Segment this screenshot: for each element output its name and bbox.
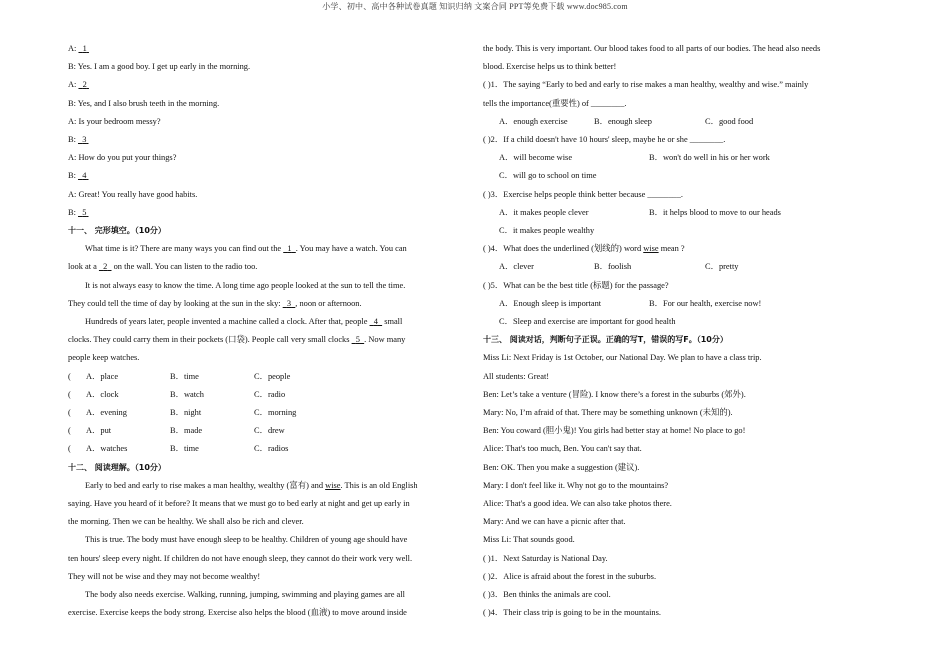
- cloze-paragraph-3: Hundreds of years later, people invented a machine called a clock. After that, people 4 small: [85, 317, 403, 327]
- answer-blank: 1: [82, 44, 87, 53]
- reading-options-4: A．clever B．foolish C．pretty: [499, 262, 739, 272]
- dialogue-line: Alice: That's too much, Ben. You can't say that.: [483, 444, 642, 454]
- reading-paragraph-2-end: They will not be wise and they may not become wealthy!: [68, 571, 261, 581]
- reading-options-5b: C．Sleep and exercise are important for good health: [499, 317, 676, 327]
- section-11-title: 十一、 完形填空。（10分）: [68, 226, 166, 236]
- dialogue-top: [68, 40, 466, 222]
- reading-question-1: ( )1．The saying “Early to bed and early to rise makes a man healthy, wealthy and wise.” mainly: [483, 80, 809, 90]
- reading-paragraph-3-cont: exercise. Exercise keeps the body strong. Exercise also helps the blood (血液) to move around inside: [68, 608, 407, 618]
- section-13-title: 十三、 阅读对话，判断句子正误。正确的写T，错误的写F。（10分）: [483, 335, 728, 345]
- speaker: B:: [68, 171, 76, 181]
- reading-paragraph-2: This is true. The body must have enough sleep to be healthy. Children of young age should have: [85, 535, 408, 545]
- dialogue-line: [68, 204, 466, 222]
- reading-options-5: A．Enough sleep is important B．For our health, exercise now!: [499, 298, 762, 308]
- answer-blank: 4: [82, 171, 87, 181]
- dialogue-line: [68, 131, 466, 149]
- tf-question: ( )3．Ben thinks the animals are cool.: [483, 590, 611, 600]
- reading-paragraph-1-cont: saying. Have you heard of it before? It means that we must go to bed early at night and get up early in: [68, 499, 410, 509]
- reading-options-2b: C．will go to school on time: [499, 171, 597, 181]
- reading-paragraph-1-end: the morning. Then we can be healthy. We shall also be rich and clever.: [68, 517, 304, 527]
- answer-blank: 5: [82, 207, 87, 217]
- dialogue-line: [68, 58, 466, 76]
- reading-paragraph-3-cont2: the body. This is very important. Our blood takes food to all parts of our bodies. The head also needs: [483, 44, 821, 53]
- dialogue-line: Mary: I don't feel like it. Why not go to the mountains?: [483, 480, 669, 490]
- dialogue-line: Mary: And we can have a picnic after that.: [483, 517, 626, 527]
- dialogue-line: Ben: Let’s take a venture (冒险). I know there’s a forest in the suburbs (郊外).: [483, 389, 746, 399]
- page-header: 小学、初中、高中各种试卷真题 知识归纳 文案合同 PPT等免费下载 www.doc985.com: [322, 2, 628, 11]
- reading-paragraph-1: Early to bed and early to rise makes a man healthy, wealthy (富有) and wise. This is an old English: [85, 480, 418, 490]
- cloze-option-row: ( A．watches B．time C．radios: [68, 444, 289, 454]
- dialogue-line: Miss Li: Next Friday is 1st October, our National Day. We plan to have a class trip.: [483, 353, 762, 363]
- dialogue-line: Alice: That's a good idea. We can also take photos there.: [483, 499, 672, 509]
- cloze-paragraph-1-cont: look at a 2 on the wall. You can listen to the radio too.: [68, 262, 258, 272]
- cloze-paragraph-3-cont: clocks. They could carry them in their pockets (口袋). People call very small clocks 5 . Now many: [68, 335, 406, 345]
- reading-options-3b: C．it makes people wealthy: [499, 226, 595, 236]
- speaker: B:: [68, 207, 76, 217]
- reading-question-2: ( )2．If a child doesn't have 10 hours' sleep, maybe he or she ________.: [483, 135, 726, 145]
- reading-options-2: A．will become wise B．won't do well in his or her work: [499, 153, 770, 163]
- dialogue-text: How do you put your things?: [78, 153, 177, 163]
- left-column: [68, 40, 466, 623]
- dialogue-text: Yes, and I also brush teeth in the morning.: [77, 98, 220, 108]
- reading-question-3: ( )3．Exercise helps people think better because ________.: [483, 189, 684, 199]
- dialogue-line: [68, 40, 466, 58]
- reading-options-3: A．it makes people clever B．it helps blood to move to our heads: [499, 207, 781, 217]
- answer-blank: 3: [82, 135, 87, 145]
- cloze-paragraph-2-cont: They could tell the time of day by looking at the sun in the sky: 3 , noon or afternoon.: [68, 298, 362, 308]
- reading-paragraph-2-cont: ten hours' sleep every night. If children do not have enough sleep, they cannot do their work very well.: [68, 553, 413, 563]
- reading-question-1-cont: tells the importance(重要性) of ________.: [483, 98, 627, 108]
- dialogue-line: [68, 113, 466, 131]
- speaker: B:: [68, 62, 76, 72]
- dialogue-line: [68, 95, 466, 113]
- dialogue-line: Ben: You coward (胆小鬼)! You girls had better stay at home! No place to go!: [483, 426, 746, 436]
- dialogue-line: [68, 76, 466, 94]
- speaker: B:: [68, 135, 76, 145]
- answer-blank: 2: [82, 80, 87, 90]
- cloze-option-row: ( A．place B．time C．people: [68, 371, 291, 381]
- dialogue-line: [68, 186, 466, 204]
- speaker: A:: [68, 153, 77, 163]
- tf-question: ( )1．Next Saturday is National Day.: [483, 553, 608, 563]
- dialogue-text: Is your bedroom messy?: [78, 116, 161, 126]
- dialogue-line: [68, 149, 466, 167]
- speaker: B:: [68, 98, 76, 108]
- section-12-title: 十二、 阅读理解。（10分）: [68, 462, 166, 472]
- dialogue-text: Great! You really have good habits.: [78, 189, 198, 199]
- cloze-option-row: ( A．evening B．night C．morning: [68, 408, 297, 418]
- reading-question-4: ( )4．What does the underlined (划线的) word wise mean ?: [483, 244, 685, 254]
- reading-paragraph-3-end: blood. Exercise helps us to think better!: [483, 62, 617, 72]
- reading-question-5: ( )5．What can be the best title (标题) for the passage?: [483, 280, 669, 290]
- dialogue-text: Yes. I am a good boy. I get up early in the morning.: [77, 62, 251, 72]
- cloze-option-row: ( A．put B．made C．drew: [68, 426, 285, 436]
- tf-question: ( )2．Alice is afraid about the forest in the suburbs.: [483, 571, 657, 581]
- tf-question: ( )4．Their class trip is going to be in the mountains.: [483, 608, 661, 618]
- cloze-option-row: ( A．clock B．watch C．radio: [68, 389, 286, 399]
- speaker: A:: [68, 189, 77, 199]
- right-column: [483, 40, 883, 623]
- dialogue-line: Miss Li: That sounds good.: [483, 535, 575, 545]
- reading-options-1: A．enough exercise B．enough sleep C．good food: [499, 116, 754, 126]
- dialogue-line: All students: Great!: [483, 371, 550, 381]
- reading-paragraph-3: The body also needs exercise. Walking, running, jumping, swimming and playing games are all: [85, 590, 405, 600]
- cloze-paragraph-1: What time is it? There are many ways you can find out the 1 . You may have a watch. You can: [85, 244, 407, 254]
- speaker: A:: [68, 44, 77, 53]
- dialogue-line: Ben: OK. Then you make a suggestion (建议).: [483, 462, 640, 472]
- dialogue-line: [68, 167, 466, 185]
- dialogue-line: Mary: No, I’m afraid of that. There may be something unknown (未知的).: [483, 408, 733, 418]
- speaker: A:: [68, 80, 77, 90]
- cloze-paragraph-3-end: people keep watches.: [68, 353, 140, 363]
- cloze-paragraph-2: It is not always easy to know the time. A long time ago people looked at the sun to tell the time.: [85, 280, 406, 290]
- speaker: A:: [68, 116, 77, 126]
